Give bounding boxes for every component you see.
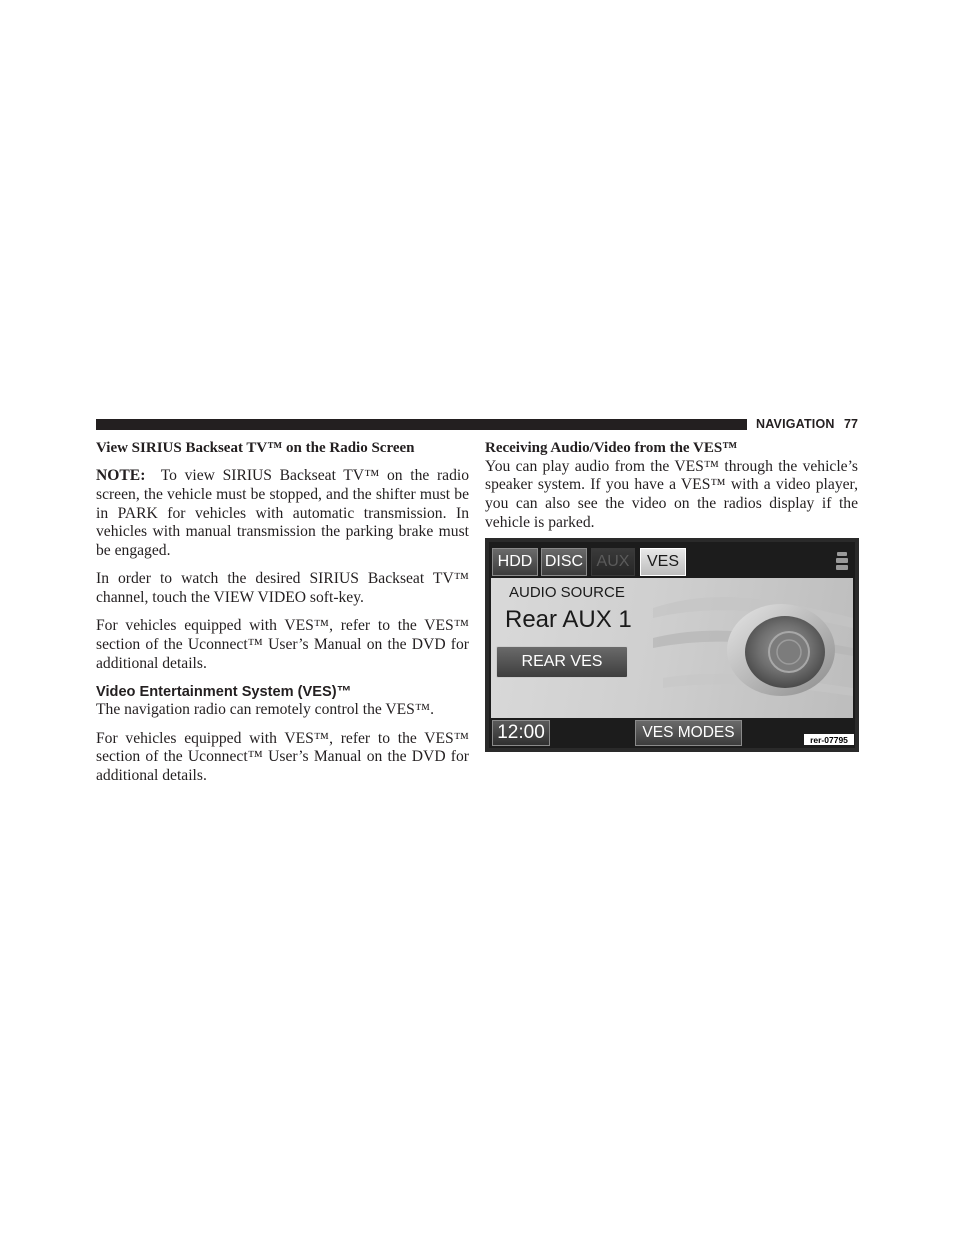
chrysler-wing-emblem [653, 578, 853, 718]
paragraph-watch-channel: In order to watch the desired SIRIUS Backseat TV™ channel, touch the VIEW VIDEO soft-key. [96, 570, 469, 606]
heading-view-sirius: View SIRIUS Backseat TV™ on the Radio Screen [96, 440, 415, 456]
rear-ves-button[interactable]: REAR VES [496, 646, 628, 678]
audio-source-panel [491, 578, 853, 718]
rear-seat-icon [835, 551, 849, 573]
paragraph-nav-radio: The navigation radio can remotely control the VES™. [96, 701, 435, 719]
paragraph-receiving-av: You can play audio from the VES™ through the vehicle’s speaker system. If you have a VES™ with a video player, you can also see the video on the radios display if the vehicle is parked. [485, 457, 858, 531]
page-number: 77 [844, 417, 858, 431]
tab-hdd[interactable]: HDD [492, 548, 538, 576]
heading-receiving-av: Receiving Audio/Video from the VES™ [485, 440, 738, 456]
audio-source-label: AUDIO SOURCE [509, 584, 625, 601]
note-label: NOTE: [96, 467, 146, 485]
note-paragraph [96, 467, 469, 561]
left-column [96, 439, 469, 786]
header-rule [96, 419, 747, 430]
clock-display[interactable]: 12:00 [492, 720, 550, 746]
heading-ves: Video Entertainment System (VES)™ [96, 683, 352, 700]
figure-reference-label: rer-07795 [804, 734, 854, 745]
radio-screen-figure [485, 538, 859, 752]
ves-modes-button[interactable]: VES MODES [635, 720, 742, 746]
right-column [485, 439, 858, 533]
tab-aux[interactable]: AUX [591, 548, 635, 576]
tab-ves[interactable]: VES [640, 548, 686, 576]
audio-source-value: Rear AUX 1 [505, 606, 632, 633]
paragraph-ves-reference-2: For vehicles equipped with VES™, refer to the VES™ section of the Uconnect™ User’s Manual on the DVD for additional details. [96, 729, 469, 785]
radio-screen [489, 542, 855, 748]
note-text: To view SIRIUS Backseat TV™ on the radio screen, the vehicle must be stopped, and the shifter must be in PARK for vehicles with automatic transmission. In vehicles with manual transmission the parking brake must be engaged. [96, 467, 470, 560]
running-header-section: NAVIGATION [756, 417, 835, 431]
paragraph-ves-reference-1: For vehicles equipped with VES™, refer to the VES™ section of the Uconnect™ User’s Manual on the DVD for additional details. [96, 617, 469, 672]
tab-disc[interactable]: DISC [541, 548, 587, 576]
screen-bottom-bar [489, 718, 855, 748]
